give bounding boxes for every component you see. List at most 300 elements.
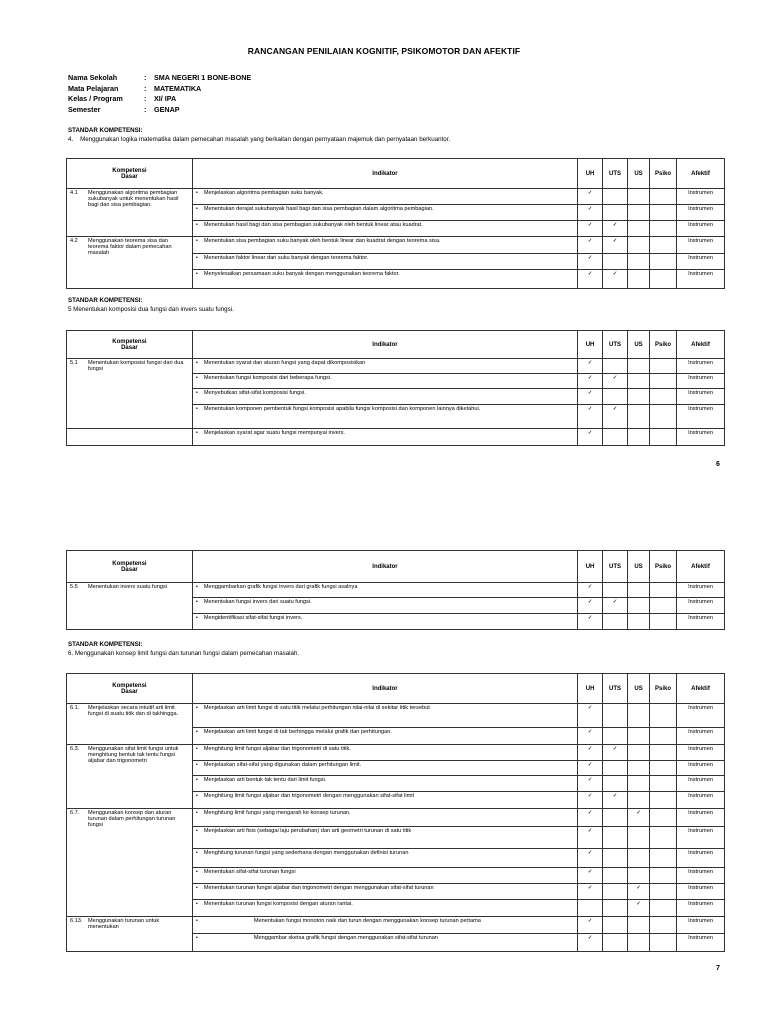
kompetensi-dasar-cell (67, 704, 193, 745)
psiko-cell (650, 868, 677, 884)
instrumen-label: Instrumen (688, 406, 713, 412)
psiko-cell (650, 374, 677, 389)
us-cell (628, 254, 650, 270)
kd-number: 4.2 (70, 238, 78, 244)
psiko-cell (650, 429, 677, 446)
kompetensi-dasar-cell (67, 745, 193, 809)
info-value: GENAP (154, 104, 180, 114)
uts-cell (603, 827, 628, 849)
indikator-text: Menjelaskan algoritma pembagian suku banyak. (203, 190, 324, 196)
uts-cell (603, 189, 628, 205)
bullet-icon: • (195, 850, 198, 856)
check-icon: ✓ (587, 255, 593, 261)
us-cell (628, 849, 650, 868)
psiko-cell (650, 583, 677, 598)
psiko-cell (650, 827, 677, 849)
header-uh: UH (578, 331, 603, 359)
bullet-icon: • (195, 375, 198, 381)
uts-cell (603, 884, 628, 900)
psiko-cell (650, 917, 677, 934)
afektif-cell (677, 429, 725, 446)
table-row (67, 359, 725, 374)
check-icon: ✓ (587, 406, 593, 412)
indikator-text: Menentukan derajat sukubanyak hasil bagi dan sisa pembagian dalam algoritma pembagian. (203, 206, 434, 212)
info-colon: : (144, 73, 147, 82)
indikator-text: Menentukan turunan fungsi aljabar dan trigonometri dengan menggunakan sifat-sifat turunan (203, 885, 434, 891)
psiko-cell (650, 900, 677, 917)
instrumen-label: Instrumen (688, 918, 713, 924)
indikator-text: Menggambarkan grafik fungsi invers dari grafik fungsi asalnya (203, 584, 358, 590)
us-cell (628, 389, 650, 405)
indikator-text: Menentukan sifat-sifat turunan fungsi (203, 869, 296, 875)
uts-cell (603, 704, 628, 728)
psiko-cell (650, 205, 677, 221)
bullet-icon: • (195, 360, 198, 366)
instrumen-label: Instrumen (688, 705, 713, 711)
uh-cell (578, 792, 603, 809)
uts-cell (603, 237, 628, 254)
check-icon: ✓ (587, 599, 593, 605)
afektif-cell (677, 237, 725, 254)
sk-heading: STANDAR KOMPETENSI: (68, 297, 143, 304)
indikator-text: Menentukan hasil bagi dan sisa pembagian sukubanyak oleh bentuk linear atau kuadrat. (203, 222, 423, 228)
kompetensi-dasar-cell (67, 359, 193, 429)
instrumen-label: Instrumen (688, 430, 713, 436)
check-icon: ✓ (612, 793, 618, 799)
header-us: US (628, 551, 650, 583)
check-icon: ✓ (612, 746, 618, 752)
header-uh: UH (578, 551, 603, 583)
indikator-cell (192, 761, 577, 776)
info-colon: : (144, 104, 147, 114)
page-number: 6 (716, 461, 720, 468)
indikator-cell (192, 704, 577, 728)
standar-kompetensi-6 (68, 641, 299, 658)
check-icon: ✓ (612, 238, 618, 244)
bullet-icon: • (195, 885, 198, 891)
assessment-table-5-5 (66, 550, 725, 630)
psiko-cell (650, 614, 677, 630)
check-icon: ✓ (587, 918, 593, 924)
school-info (68, 73, 251, 115)
afektif-cell (677, 776, 725, 792)
check-icon: ✓ (587, 190, 593, 196)
bullet-icon: • (195, 746, 198, 752)
table-row (67, 809, 725, 827)
instrumen-label: Instrumen (688, 584, 713, 590)
psiko-cell (650, 189, 677, 205)
indikator-cell (192, 745, 577, 761)
table-row (67, 583, 725, 598)
check-icon: ✓ (587, 777, 593, 783)
indikator-cell (192, 221, 577, 237)
bullet-icon: • (195, 729, 198, 735)
us-cell (628, 205, 650, 221)
indikator-cell (192, 792, 577, 809)
us-cell (628, 221, 650, 237)
bullet-icon: • (195, 406, 198, 412)
us-cell (628, 827, 650, 849)
indikator-cell (192, 728, 577, 745)
psiko-cell (650, 884, 677, 900)
psiko-cell (650, 745, 677, 761)
uh-cell (578, 237, 603, 254)
bullet-icon: • (195, 255, 198, 261)
uh-cell (578, 429, 603, 446)
check-icon: ✓ (612, 375, 618, 381)
kd-number: 5.5 (70, 584, 78, 590)
header-psiko: Psiko (650, 331, 677, 359)
afektif-cell (677, 189, 725, 205)
uh-cell (578, 868, 603, 884)
header-afektif: Afektif (677, 159, 725, 189)
info-label: Semester (68, 104, 101, 114)
bullet-icon: • (195, 238, 198, 244)
indikator-cell (192, 614, 577, 630)
kd-text: Menggunakan turunan untuk menentukan (88, 918, 160, 930)
us-cell (628, 237, 650, 254)
afektif-cell (677, 704, 725, 728)
assessment-table-4 (66, 158, 725, 289)
us-cell (628, 614, 650, 630)
indikator-cell (192, 237, 577, 254)
kd-text: Menentukan invers suatu fungsi (88, 584, 167, 590)
kd-number: 5.1 (70, 360, 78, 366)
indikator-cell (192, 776, 577, 792)
indikator-cell (192, 254, 577, 270)
indikator-cell (192, 583, 577, 598)
afektif-cell (677, 934, 725, 952)
standar-kompetensi-4 (68, 127, 450, 144)
indikator-text: Menjelaskan sifat-sifat yang digunakan dalam perhitungan limit. (203, 762, 362, 768)
check-icon: ✓ (612, 599, 618, 605)
header-psiko: Psiko (650, 551, 677, 583)
us-cell (628, 792, 650, 809)
header-uts: UTS (603, 551, 628, 583)
indikator-text: Menentukan faktor linear dari suku banyak dengan teorema faktor. (203, 255, 369, 261)
bullet-icon: • (195, 705, 198, 711)
bullet-icon: • (195, 935, 198, 941)
check-icon: ✓ (587, 430, 593, 436)
kompetensi-dasar-cell (67, 917, 193, 952)
header-indikator: Indikator (192, 551, 577, 583)
info-colon: : (144, 83, 147, 93)
uh-cell (578, 917, 603, 934)
kd-text: Menggunakan teorema sisa dan teorema faktor dalam pemecahan masalah (88, 238, 172, 256)
afektif-cell (677, 868, 725, 884)
check-icon: ✓ (587, 390, 593, 396)
instrumen-label: Instrumen (688, 729, 713, 735)
table-row (67, 745, 725, 761)
indikator-text: Menghitung limit fungsi aljabar dan trigonometri di satu titik. (203, 746, 351, 752)
info-row (68, 73, 251, 84)
us-cell (628, 405, 650, 429)
uh-cell (578, 614, 603, 630)
indikator-text: Menentukan syarat dan aturan fungsi yang dapat dikomposisikan (203, 360, 366, 366)
us-cell (628, 704, 650, 728)
uts-cell (603, 917, 628, 934)
instrumen-label: Instrumen (688, 746, 713, 752)
table-row (67, 189, 725, 205)
sk-text: 6. Menggunakan konsep limit fungsi dan turunan fungsi dalam pemecahan masalah. (68, 649, 300, 657)
us-cell (628, 900, 650, 917)
afektif-cell (677, 359, 725, 374)
check-icon: ✓ (587, 850, 593, 856)
check-icon: ✓ (587, 885, 593, 891)
afektif-cell (677, 792, 725, 809)
kompetensi-dasar-cell (67, 809, 193, 917)
psiko-cell (650, 776, 677, 792)
us-cell (628, 429, 650, 446)
page-number: 7 (716, 965, 720, 972)
indikator-cell (192, 849, 577, 868)
afektif-cell (677, 583, 725, 598)
uts-cell (603, 429, 628, 446)
info-label: Kelas / Program (68, 94, 123, 103)
uh-cell (578, 189, 603, 205)
header-uts: UTS (603, 331, 628, 359)
check-icon: ✓ (636, 810, 641, 816)
kd-text: Menggunakan algoritma pembagian sukubanyak untuk menentukan hasil bagi dan sisa pembagian. (88, 190, 179, 208)
uh-cell (578, 221, 603, 237)
sk-number: 4. (68, 135, 74, 143)
uts-cell (603, 614, 628, 630)
bullet-icon: • (195, 222, 198, 228)
uh-cell (578, 900, 603, 917)
indikator-cell (192, 868, 577, 884)
header-uts: UTS (603, 159, 628, 189)
instrumen-label: Instrumen (688, 793, 713, 799)
instrumen-label: Instrumen (688, 238, 713, 244)
header-afektif: Afektif (677, 551, 725, 583)
indikator-text: Menyebutkan sifat-sifat komposisi fungsi. (203, 390, 306, 396)
indikator-cell (192, 359, 577, 374)
table-row (67, 917, 725, 934)
afektif-cell (677, 254, 725, 270)
info-label: Mata Pelajaran (68, 83, 119, 93)
kd-number: 6.13. (70, 918, 83, 924)
indikator-text: Menentukan fungsi komposisi dari beberapa fungsi. (203, 375, 332, 381)
uts-cell (603, 221, 628, 237)
check-icon: ✓ (587, 615, 593, 621)
bullet-icon: • (195, 918, 198, 924)
kompetensi-dasar-cell (67, 429, 193, 446)
indikator-text: Menentukan fungsi invers dari suatu fungsi. (203, 599, 312, 605)
uh-cell (578, 809, 603, 827)
sk-heading: STANDAR KOMPETENSI: (68, 127, 143, 134)
indikator-text: Menjelaskan arti limit fungsi di satu titik melalui perhitungan nilai-nilai di sekitar titik tersebut (203, 705, 430, 711)
instrumen-label: Instrumen (688, 255, 713, 261)
indikator-text: Menyelesaikan persamaan suku banyak dengan menggunakan teorema faktor. (203, 271, 400, 277)
indikator-cell (192, 270, 577, 289)
indikator-cell (192, 917, 577, 934)
indikator-cell (192, 405, 577, 429)
instrumen-label: Instrumen (688, 935, 713, 941)
instrumen-label: Instrumen (688, 222, 713, 228)
afektif-cell (677, 270, 725, 289)
us-cell (628, 598, 650, 614)
us-cell (628, 189, 650, 205)
afektif-cell (677, 745, 725, 761)
bullet-icon: • (195, 869, 198, 875)
instrumen-label: Instrumen (688, 810, 713, 816)
us-cell (628, 934, 650, 952)
psiko-cell (650, 934, 677, 952)
bullet-icon: • (195, 901, 198, 907)
uh-cell (578, 934, 603, 952)
bullet-icon: • (195, 599, 198, 605)
us-cell (628, 761, 650, 776)
header-psiko: Psiko (650, 674, 677, 704)
us-cell (628, 776, 650, 792)
afektif-cell (677, 849, 725, 868)
bullet-icon: • (195, 190, 198, 196)
header-indikator: Indikator (192, 331, 577, 359)
check-icon: ✓ (612, 406, 618, 412)
sk-text (68, 136, 450, 145)
afektif-cell (677, 389, 725, 405)
uts-cell (603, 728, 628, 745)
indikator-cell (192, 205, 577, 221)
bullet-icon: • (195, 810, 198, 816)
afektif-cell (677, 405, 725, 429)
indikator-text: Menghitung turunan fungsi yang sederhana dengan menggunakan definisi turunan (203, 850, 409, 856)
indikator-text: Menentukan komponen pembentuk fungsi komposisi apabila fungsi komposisi dan komponen lainnya diketahui. (203, 406, 481, 412)
info-row (68, 94, 251, 105)
uts-cell (603, 205, 628, 221)
uh-cell (578, 374, 603, 389)
uts-cell (603, 374, 628, 389)
psiko-cell (650, 237, 677, 254)
afektif-cell (677, 374, 725, 389)
afektif-cell (677, 221, 725, 237)
uts-cell (603, 270, 628, 289)
table-row (67, 704, 725, 728)
afektif-cell (677, 761, 725, 776)
table-row (67, 429, 725, 446)
uh-cell (578, 849, 603, 868)
kompetensi-dasar-cell (67, 237, 193, 289)
psiko-cell (650, 792, 677, 809)
uh-cell (578, 761, 603, 776)
bullet-icon: • (195, 430, 198, 436)
kompetensi-dasar-cell (67, 583, 193, 630)
assessment-table-6 (66, 673, 725, 952)
sk-text: 5 Menentukan komposisi dua fungsi dan invers suatu fungsi. (68, 305, 234, 313)
kd-number: 6.1. (70, 705, 80, 711)
instrumen-label: Instrumen (688, 901, 713, 907)
instrumen-label: Instrumen (688, 850, 713, 856)
kompetensi-dasar-cell (67, 189, 193, 237)
check-icon: ✓ (587, 375, 593, 381)
uts-cell (603, 776, 628, 792)
afektif-cell (677, 728, 725, 745)
us-cell (628, 728, 650, 745)
psiko-cell (650, 221, 677, 237)
afektif-cell (677, 900, 725, 917)
instrumen-label: Instrumen (688, 828, 713, 834)
uh-cell (578, 583, 603, 598)
info-row (68, 105, 251, 116)
psiko-cell (650, 270, 677, 289)
check-icon: ✓ (636, 885, 641, 891)
check-icon: ✓ (587, 869, 593, 875)
assessment-table-5 (66, 330, 725, 446)
uts-cell (603, 809, 628, 827)
indikator-text: Menentukan fungsi monoton naik dan turun dengan menggunakan konsep turunan pertama (253, 918, 481, 924)
uh-cell (578, 745, 603, 761)
header-kompetensi-dasar: Kompetensi Dasar (67, 331, 193, 359)
bullet-icon: • (195, 777, 198, 783)
check-icon: ✓ (587, 584, 593, 590)
us-cell (628, 359, 650, 374)
info-label: Nama Sekolah (68, 73, 118, 82)
check-icon: ✓ (587, 360, 593, 366)
info-value: SMA NEGERI 1 BONE-BONE (154, 73, 252, 82)
kd-text: Menentukan komposisi fungsi dari dua fungsi (88, 360, 184, 372)
header-uts: UTS (603, 674, 628, 704)
indikator-text: Menentukan turunan fungsi komposisi dengan aturan rantai. (203, 901, 353, 907)
info-value: MATEMATIKA (154, 83, 202, 93)
table-row (67, 237, 725, 254)
header-indikator: Indikator (192, 674, 577, 704)
uh-cell (578, 359, 603, 374)
uts-cell (603, 900, 628, 917)
psiko-cell (650, 704, 677, 728)
instrumen-label: Instrumen (688, 599, 713, 605)
header-us: US (628, 331, 650, 359)
psiko-cell (650, 849, 677, 868)
uh-cell (578, 704, 603, 728)
uts-cell (603, 254, 628, 270)
bullet-icon: • (195, 271, 198, 277)
uh-cell (578, 827, 603, 849)
indikator-cell (192, 809, 577, 827)
bullet-icon: • (195, 762, 198, 768)
us-cell (628, 374, 650, 389)
check-icon: ✓ (587, 762, 593, 768)
indikator-text: Menjelaskan arti limit fungsi di tak berhingga melalui grafik dan perhitungan. (203, 729, 392, 735)
uh-cell (578, 205, 603, 221)
uh-cell (578, 728, 603, 745)
afektif-cell (677, 827, 725, 849)
bullet-icon: • (195, 615, 198, 621)
check-icon: ✓ (612, 271, 618, 277)
afektif-cell (677, 598, 725, 614)
sk-heading: STANDAR KOMPETENSI: (68, 641, 143, 648)
indikator-cell (192, 189, 577, 205)
uts-cell (603, 583, 628, 598)
afektif-cell (677, 205, 725, 221)
psiko-cell (650, 761, 677, 776)
uh-cell (578, 405, 603, 429)
uh-cell (578, 884, 603, 900)
uts-cell (603, 359, 628, 374)
uts-cell (603, 389, 628, 405)
instrumen-label: Instrumen (688, 190, 713, 196)
check-icon: ✓ (612, 222, 618, 228)
uts-cell (603, 745, 628, 761)
header-kompetensi-dasar: Kompetensi Dasar (67, 674, 193, 704)
afektif-cell (677, 884, 725, 900)
kd-text: Menggunakan sifat limit fungsi untuk menghitung bentuk tak tentu fungsi aljabar dan trigonometri (88, 746, 179, 764)
psiko-cell (650, 728, 677, 745)
us-cell (628, 583, 650, 598)
check-icon: ✓ (587, 746, 593, 752)
psiko-cell (650, 809, 677, 827)
us-cell (628, 917, 650, 934)
us-cell (628, 270, 650, 289)
